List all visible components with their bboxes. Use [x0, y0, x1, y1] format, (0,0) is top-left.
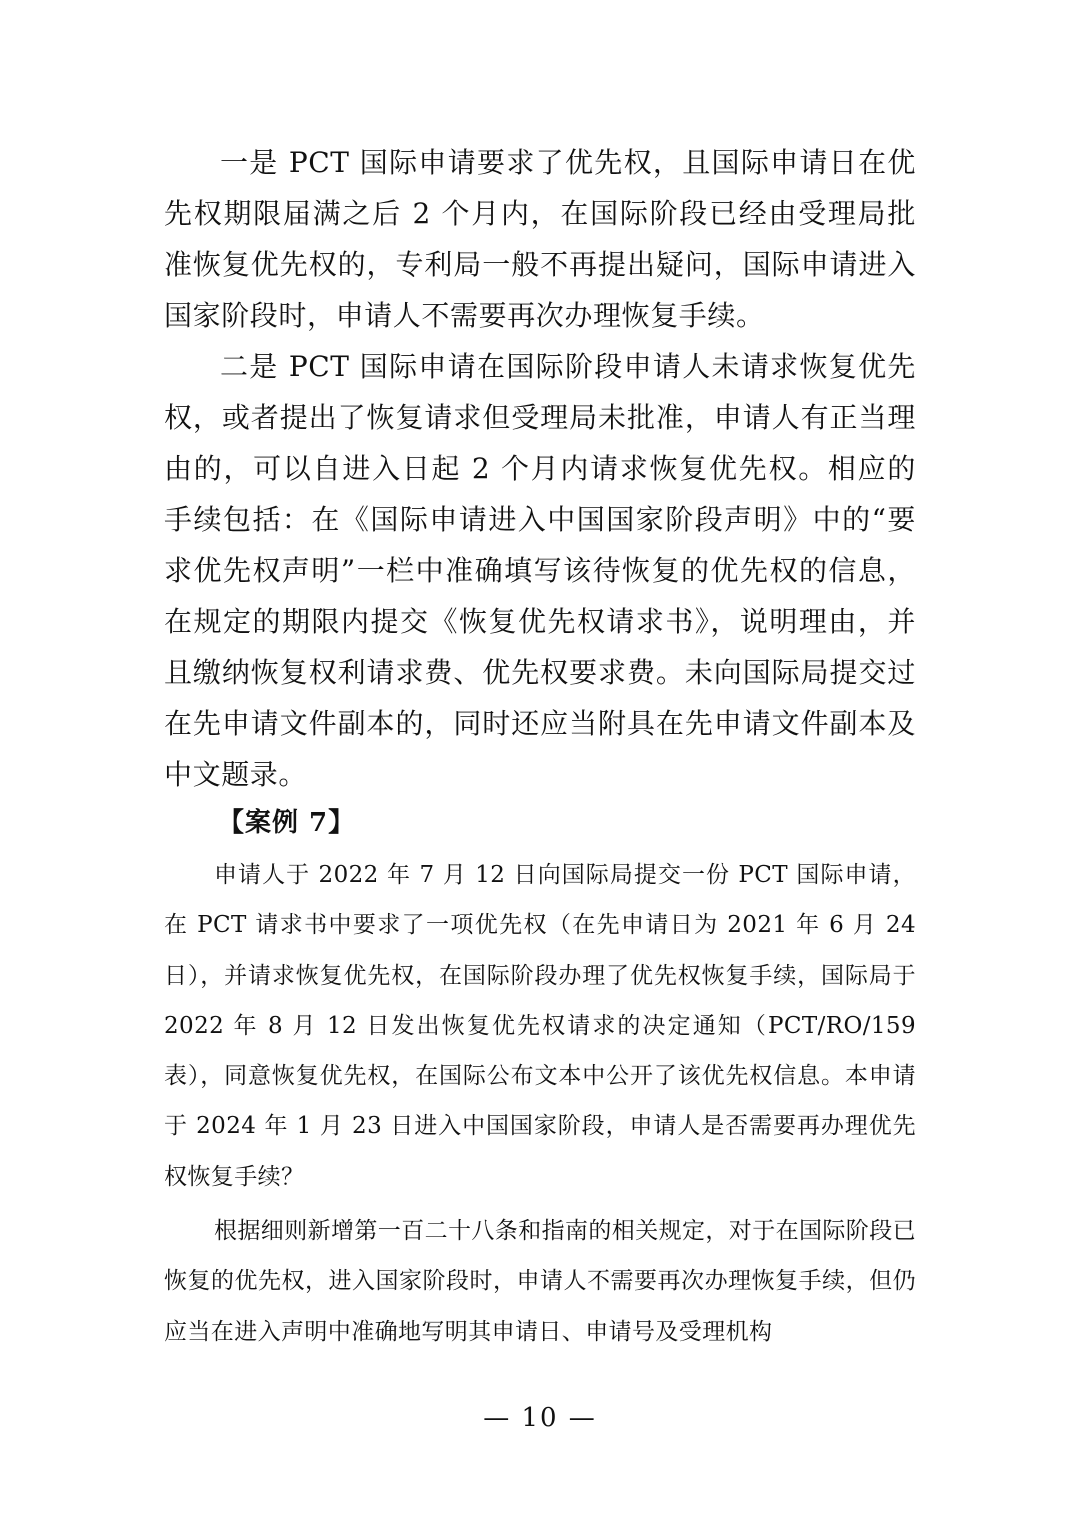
- page-number: — 10 —: [483, 1403, 597, 1433]
- paragraph-second-case-rule: 二是 PCT 国际申请在国际阶段申请人未请求恢复优先权，或者提出了恢复请求但受理局未批准，申请人有正当理由的，可以自进入日起 2 个月内请求恢复优先权。相应的手续包括：在《国际申请进入中国国家阶段声明》中的“要求优先权声明”一栏中准确填写该待恢复的优先权的信息，在规定的期限内提交《恢复优先权请求书》，说明理由，并且缴纳恢复权利请求费、优先权要求费。未向国际局提交过在先申请文件副本的，同时还应当附具在先申请文件副本及中文题录。: [164, 350, 916, 791]
- case-heading: 【案例 7】: [218, 808, 356, 838]
- paragraph-case-description: 申请人于 2022 年 7 月 12 日向国际局提交一份 PCT 国际申请，在 PCT 请求书中要求了一项优先权（在先申请日为 2021 年 6 月 24 日），并请求恢复优先权，在国际阶段办理了优先权恢复手续，国际局于 2022 年 8 月 12 日发出恢复优先权请求的决定通知（PCT/RO/159 表），同意恢复优先权，在国际公布文本中公开了该优先权信息。本申请于 2024 年 1 月 23 日进入中国国家阶段，申请人是否需要再办理优先权恢复手续？: [164, 862, 916, 1190]
- paragraph-first-case-rule: 一是 PCT 国际申请要求了优先权，且国际申请日在优先权期限届满之后 2 个月内，在国际阶段已经由受理局批准恢复优先权的，专利局一般不再提出疑问，国际申请进入国家阶段时，申请人不需要再次办理恢复手续。: [164, 146, 916, 332]
- paragraph-case-answer: 根据细则新增第一百二十八条和指南的相关规定，对于在国际阶段已恢复的优先权，进入国家阶段时，申请人不需要再次办理恢复手续，但仍应当在进入声明中准确地写明其申请日、申请号及受理机构: [164, 1218, 916, 1345]
